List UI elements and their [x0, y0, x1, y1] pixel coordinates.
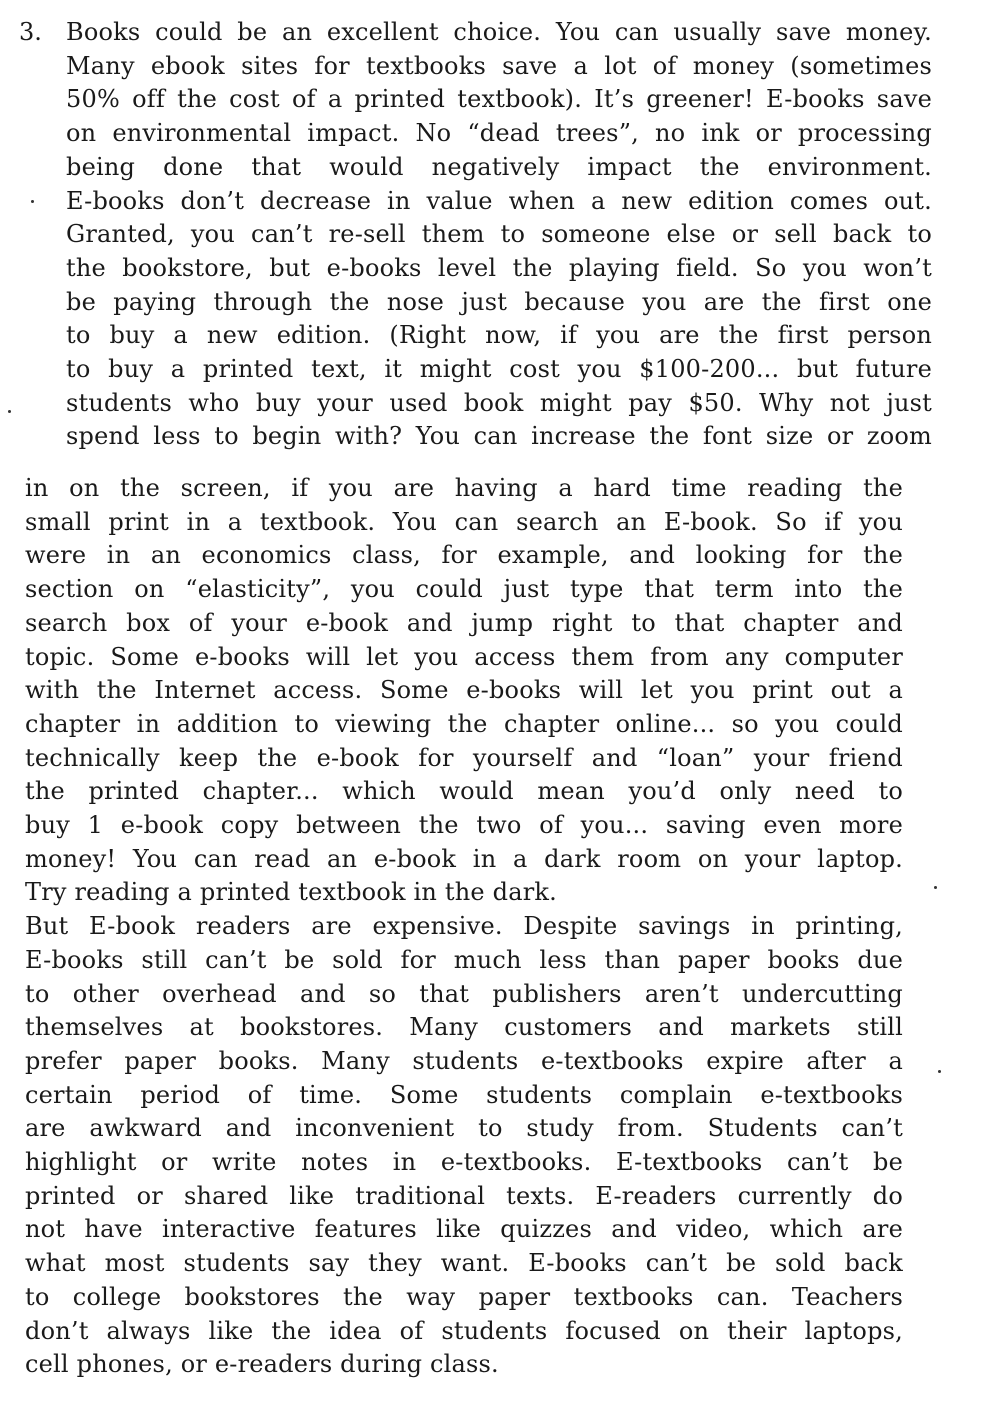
paragraph-1: [66, 16, 932, 454]
text-line: be paying through the nose just because you are the first one: [66, 287, 932, 316]
text-line: technically keep the e-book for yourself and “loan” your friend: [25, 743, 903, 772]
text-line: on environmental impact. No “dead trees”, no ink or processing: [66, 119, 932, 148]
text-line: not have interactive features like quizzes and video, which are: [25, 1215, 903, 1244]
text-line: cell phones, or e-readers during class.: [25, 1350, 499, 1379]
text-line: highlight or write notes in e-textbooks. E-textbooks can’t be: [25, 1148, 903, 1177]
text-line: section on “elasticity”, you could just type that term into the: [25, 575, 903, 604]
paragraph-2-3: [25, 472, 903, 1382]
text-line: were in an economics class, for example, and looking for the: [25, 541, 903, 570]
text-line: with the Internet access. Some e-books will let you print out a: [25, 676, 903, 705]
text-line: topic. Some e-books will let you access them from any computer: [25, 642, 903, 671]
text-line: E-books don’t decrease in value when a new edition comes out.: [66, 186, 932, 215]
text-line: 50% off the cost of a printed textbook). It’s greener! E-books save: [66, 85, 932, 114]
text-line: Many ebook sites for textbooks save a lot of money (sometimes: [66, 51, 932, 80]
text-line: Granted, you can’t re-sell them to someone else or sell back to: [66, 220, 932, 249]
scan-speck: [8, 410, 11, 413]
text-line: buy 1 e-book copy between the two of you... saving even more: [25, 811, 903, 840]
text-line: spend less to begin with? You can increase the font size or zoom: [66, 422, 932, 451]
text-line: certain period of time. Some students complain e-textbooks: [25, 1080, 903, 1109]
text-line: to buy a printed text, it might cost you $100-200... but future: [66, 355, 932, 384]
text-line: the printed chapter... which would mean you’d only need to: [25, 777, 903, 806]
text-line: search box of your e-book and jump right to that chapter and: [25, 608, 903, 637]
text-line: don’t always like the idea of students focused on their laptops,: [25, 1316, 903, 1345]
text-line: chapter in addition to viewing the chapter online... so you could: [25, 709, 903, 738]
text-line: to buy a new edition. (Right now, if you are the first person: [66, 321, 932, 350]
text-line: small print in a textbook. You can search an E-book. So if you: [25, 507, 903, 536]
text-line: being done that would negatively impact the environment.: [66, 152, 932, 181]
text-line: E-books still can’t be sold for much less than paper books due: [25, 945, 903, 974]
text-line: to college bookstores the way paper textbooks can. Teachers: [25, 1282, 903, 1311]
text-line: the bookstore, but e-books level the playing field. So you won’t: [66, 253, 932, 282]
scan-speck: [31, 200, 34, 203]
scan-speck: [938, 1070, 941, 1073]
text-line: students who buy your used book might pay $50. Why not just: [66, 388, 932, 417]
text-line: printed or shared like traditional texts. E-readers currently do: [25, 1181, 903, 1210]
text-line: prefer paper books. Many students e-textbooks expire after a: [25, 1046, 903, 1075]
item-number: 3.: [19, 18, 42, 46]
text-line: to other overhead and so that publishers aren’t undercutting: [25, 979, 903, 1008]
text-line: what most students say they want. E-books can’t be sold back: [25, 1249, 903, 1278]
text-line: themselves at bookstores. Many customers and markets still: [25, 1013, 903, 1042]
text-line: Try reading a printed textbook in the dark.: [25, 878, 557, 907]
text-line: But E-book readers are expensive. Despite savings in printing,: [25, 912, 903, 941]
text-line: Books could be an excellent choice. You can usually save money.: [66, 18, 932, 46]
scan-speck: [934, 886, 937, 889]
text-line: are awkward and inconvenient to study from. Students can’t: [25, 1114, 903, 1143]
text-line: in on the screen, if you are having a hard time reading the: [25, 474, 903, 502]
text-line: money! You can read an e-book in a dark room on your laptop.: [25, 844, 903, 873]
